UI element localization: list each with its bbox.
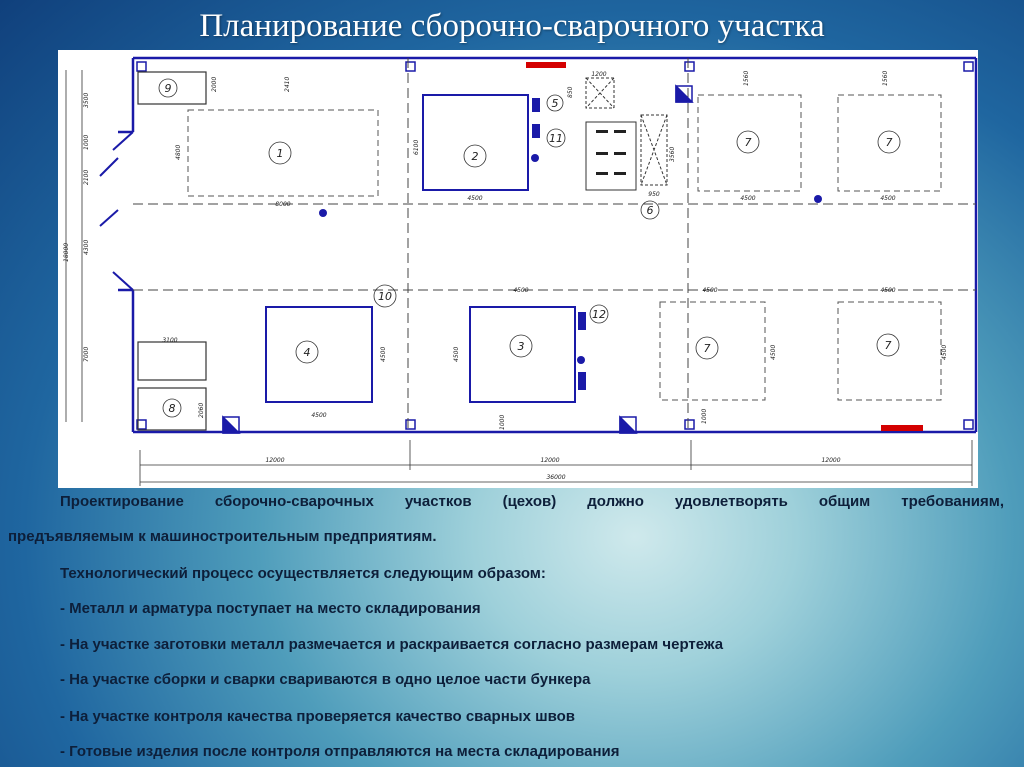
bullet-item: - На участке контроля качества проверяется качество сварных швов [60, 708, 575, 725]
dim-label: 2100 [83, 169, 90, 185]
dim-label: 2060 [198, 402, 205, 418]
zone-label: 9 [164, 82, 172, 95]
dim-label: 3500 [83, 92, 90, 108]
dim-label: 4500 [770, 344, 777, 360]
dim-label: 4500 [880, 287, 896, 294]
dim-label: 1560 [882, 70, 889, 86]
dim-label: 36000 [546, 474, 566, 481]
zone-label: 7 [744, 136, 752, 149]
dim-label: 4500 [740, 195, 756, 202]
dim-label: 2000 [211, 76, 218, 92]
bullet-item: - Готовые изделия после контроля отправляются на места складирования [60, 743, 620, 760]
zone-label: 3 [517, 340, 525, 353]
dim-label: 1000 [499, 414, 506, 430]
walls [118, 58, 976, 432]
intro-paragraph-line1: Проектирование сборочно-сварочных участков (цехов) должно удовлетворять общим требованиям, [60, 493, 1004, 510]
dim-label: 4500 [702, 287, 718, 294]
dim-label: 1560 [743, 70, 750, 86]
zone-label: 7 [884, 339, 892, 352]
dim-label: 950 [648, 191, 660, 198]
zone-label: 10 [378, 290, 392, 303]
dim-label: 4800 [175, 144, 182, 160]
dim-label: 12000 [540, 457, 560, 464]
zone-label: 5 [551, 97, 559, 110]
dim-label: 2410 [284, 76, 291, 92]
dim-label: 3560 [669, 146, 676, 162]
zone-label: 1 [276, 147, 284, 160]
dim-label: 4500 [941, 344, 948, 360]
intro-paragraph-line2: предъявляемым к машиностроительным предприятиям. [8, 528, 437, 545]
floor-plan [58, 50, 978, 488]
dim-label: 7000 [83, 346, 90, 362]
zone-label: 7 [703, 342, 711, 355]
zone-label: 8 [168, 402, 176, 415]
dim-label: 12000 [821, 457, 841, 464]
dim-label: 4500 [467, 195, 483, 202]
zone-label: 7 [885, 136, 893, 149]
dim-label: 1000 [701, 408, 708, 424]
dim-label: 4500 [380, 346, 387, 362]
dim-label: 1000 [83, 134, 90, 150]
dim-label: 850 [567, 86, 574, 98]
zone-label: 4 [303, 346, 311, 359]
process-heading: Технологический процесс осуществляется следующим образом: [60, 565, 546, 582]
bullet-item: - На участке сборки и сварки свариваются в одно целое части бункера [60, 671, 591, 688]
slide-title: Планирование сборочно-сварочного участка [199, 8, 825, 44]
bullet-item: - Металл и арматура поступает на место складирования [60, 600, 481, 617]
dim-label: 4500 [453, 346, 460, 362]
zone-label: 12 [592, 308, 606, 321]
dim-label: 1200 [591, 71, 607, 78]
dim-label: 4500 [880, 195, 896, 202]
dim-label: 4500 [513, 287, 529, 294]
zone-label: 2 [471, 150, 479, 163]
dim-label: 12000 [265, 457, 285, 464]
dim-label: 6100 [413, 139, 420, 155]
dim-label: 8000 [275, 201, 291, 208]
dim-label: 4500 [311, 412, 327, 419]
zone-label: 6 [646, 204, 654, 217]
bullet-item: - На участке заготовки металл размечается и раскраивается согласно размерам чертежа [60, 636, 724, 653]
dim-label: 18000 [63, 242, 70, 262]
zone-label: 11 [549, 132, 563, 145]
dim-label: 4300 [83, 239, 90, 255]
dim-label: 3100 [162, 337, 178, 344]
